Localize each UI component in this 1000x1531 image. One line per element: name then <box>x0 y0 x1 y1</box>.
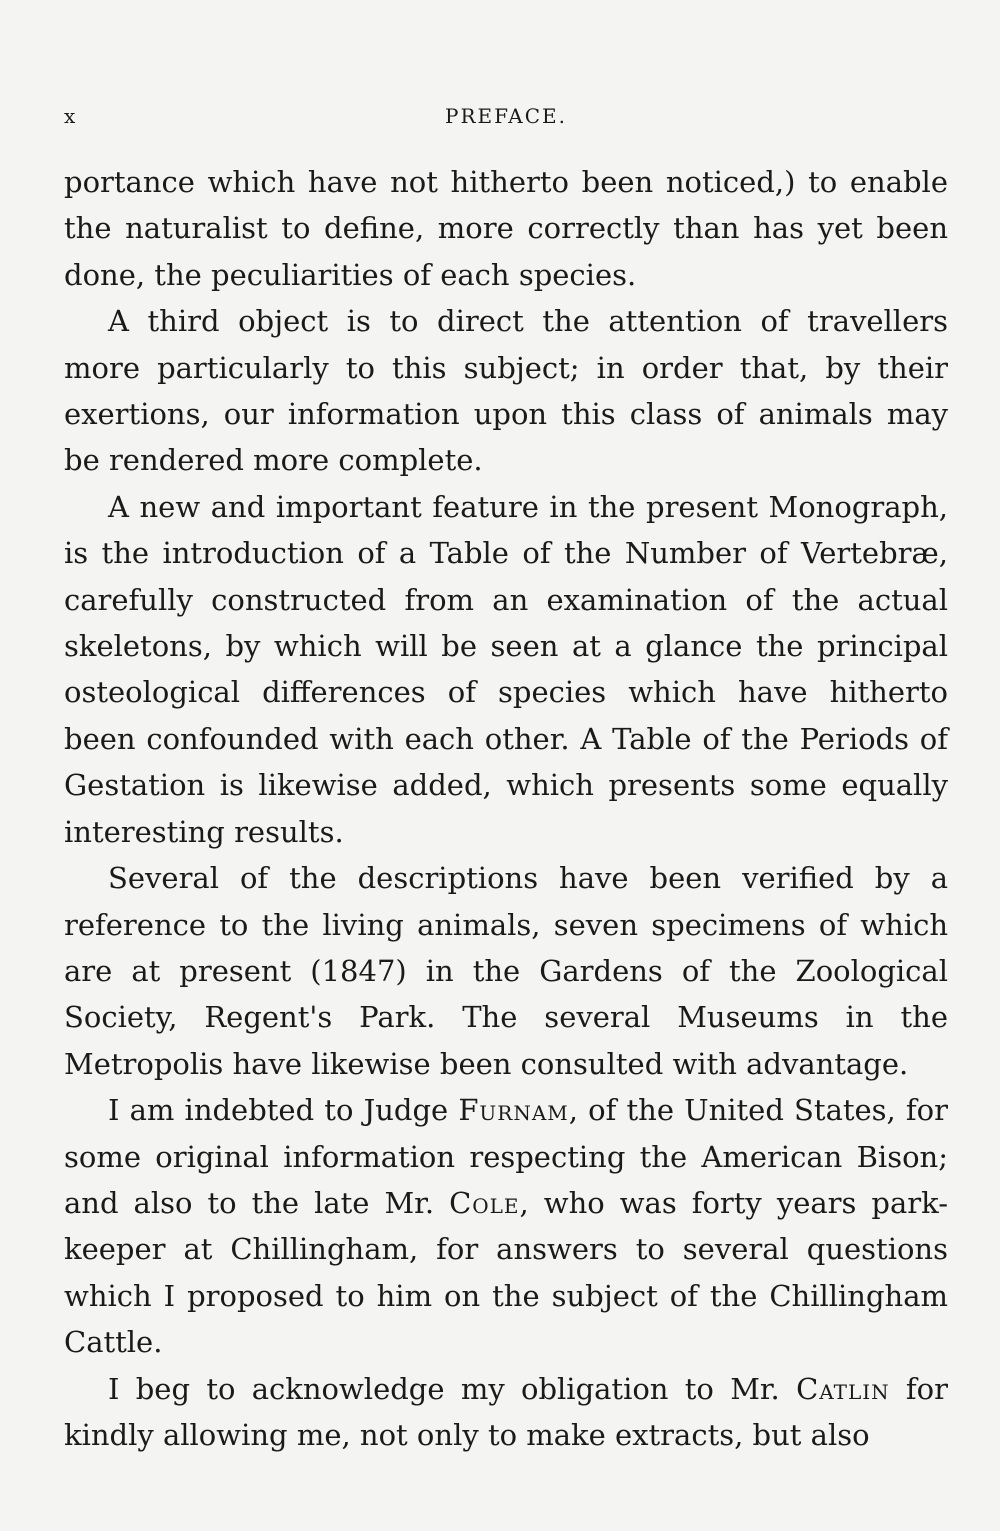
paragraph-6 <box>64 1366 948 1459</box>
paragraph-6-text-a: I beg to acknowledge my obligation to Mr. <box>108 1371 797 1406</box>
paragraph-4: Several of the descriptions have been verified by a reference to the living animals, seven specimens of which are at present (1847) in the Gardens of the Zoological Society, Regent's Park. The several Museums in the Metropolis have likewise been consulted with advantage. <box>64 861 948 1081</box>
name-furnam: Furnam <box>458 1093 569 1128</box>
page-header <box>64 104 948 134</box>
page-number: x <box>64 104 78 128</box>
name-cole: Cole <box>449 1185 520 1220</box>
paragraph-5 <box>64 1087 948 1365</box>
paragraph-2: A third object is to direct the attention of travellers more particularly to this subject; in order that, by their exertions, our information upon this class of animals may be rendered more complete. <box>64 304 948 478</box>
name-catlin: Catlin <box>796 1371 890 1406</box>
paragraph-1: portance which have not hitherto been noticed,) to enable the naturalist to define, more correctly than has yet been done, the peculiarities of each species. <box>64 165 948 292</box>
paragraph-5-text-c: , who was forty years park-keeper at Chillingham, for answers to several questions which I proposed to him on the subject of the Chillingham Cattle. <box>64 1185 948 1360</box>
paragraph-6-text-b: for kindly allowing me, not only to make extracts, but also <box>64 1371 948 1452</box>
paragraph-5-text-a: I am indebted to Judge <box>108 1093 459 1128</box>
paragraph-5-text-b: , of the United States, for some original information respecting the American Bison; and also to the late Mr. <box>64 1093 948 1220</box>
body-text <box>64 159 948 1458</box>
running-head: PREFACE. <box>445 104 567 128</box>
paragraph-3: A new and important feature in the present Monograph, is the introduction of a Table of the Number of Vertebræ, carefully constructed from an examination of the actual skeletons, by which will be seen at a glance the principal osteological differences of species which have hitherto been confounded with each other. A Table of the Periods of Gestation is likewise added, which presents some equally interesting results. <box>64 489 948 849</box>
